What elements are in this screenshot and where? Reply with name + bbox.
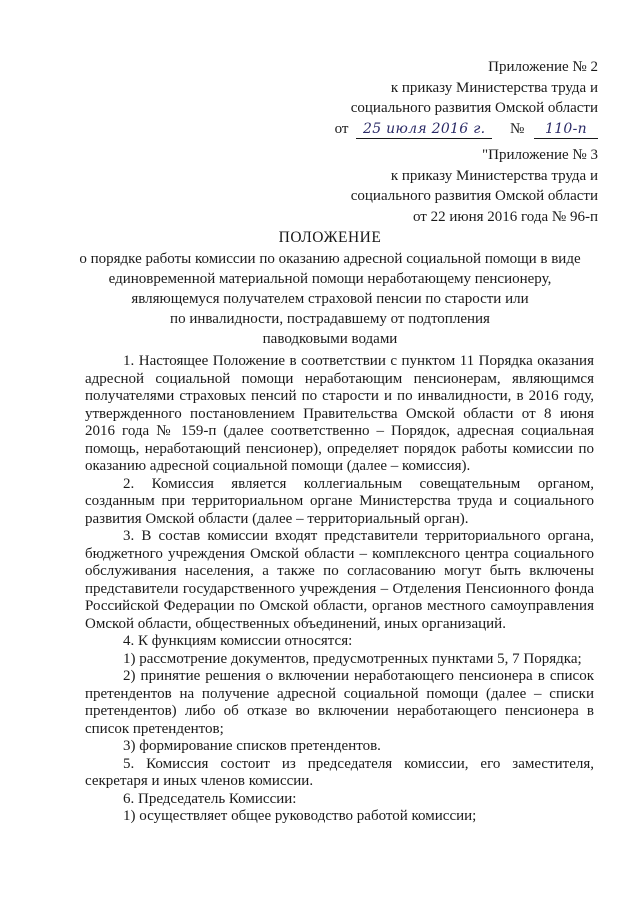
appendix-2-ministry-line: социального развития Омской области xyxy=(350,100,598,116)
paragraph-5: 5. Комиссия состоит из председателя комиссии, его заместителя, секретаря и иных членов комиссии. xyxy=(85,755,594,789)
handwritten-order-number: 110-п xyxy=(534,120,598,139)
appendix-3-header xyxy=(351,145,598,227)
document-heading: ПОЛОЖЕНИЕ xyxy=(278,229,382,246)
paragraph-4-item-3: 3) формирование списков претендентов. xyxy=(123,738,381,754)
number-prefix: № xyxy=(509,120,525,137)
title-line: являющемуся получателем страховой пенсии по старости или xyxy=(131,291,529,307)
title-line: о порядке работы комиссии по оказанию адресной социальной помощи в виде xyxy=(79,251,581,267)
appendix-3-date-line: от 22 июня 2016 года № 96-п xyxy=(413,208,598,225)
appendix-2-order-line: к приказу Министерства труда и xyxy=(390,79,598,96)
paragraph-4-item-2: 2) принятие решения о включении неработающего пенсионера в список претендентов на получение адресной социальной помощи (далее – списки претендентов) либо об отказе во включении неработающего пенсионера в список претендентов; xyxy=(85,668,594,737)
appendix-2-header xyxy=(335,57,598,139)
title-line: по инвалидности, пострадавшему от подтопления xyxy=(170,311,490,327)
paragraph-4-item-1: 1) рассмотрение документов, предусмотренных пунктами 5, 7 Порядка; xyxy=(123,650,582,667)
document-body xyxy=(85,353,594,826)
paragraph-4: 4. К функциям комиссии относятся: xyxy=(123,633,353,649)
date-prefix: от xyxy=(334,120,349,137)
paragraph-6: 6. Председатель Комиссии: xyxy=(123,790,297,807)
appendix-3-title: "Приложение № 3 xyxy=(482,147,598,163)
appendix-2-date-number-line xyxy=(335,119,598,140)
paragraph-3: 3. В состав комиссии входят представители территориального органа, бюджетного учреждения Омской области – комплексного центра социального обслуживания населения, а также по согласованию могут быть включены представители государственного учреждения – Отделения Пенсионного фонда Российской Федерации по Омской области, органов местного самоуправления Омской области, общественных объединений, иных организаций. xyxy=(85,528,594,632)
paragraph-6-item-1: 1) осуществляет общее руководство работой комиссии; xyxy=(123,808,477,824)
paragraph-1: 1. Настоящее Положение в соответствии с пунктом 11 Порядка оказания адресной социальной помощи неработающим пенсионерам, являющимся получателями страховых пенсий по старости и по инвалидности, в 2016 году, утвержденного постановлением Правительства Омской области от 8 июня 2016 года № 159-п (далее соответственно – Порядок, адресная социальная помощь, неработающий пенсионер), определяет порядок работы комиссии по оказанию адресной социальной помощи (далее – комиссия). xyxy=(85,353,594,474)
title-line: паводковыми водами xyxy=(262,331,398,347)
document-title-block xyxy=(60,228,600,349)
handwritten-date: 25 июля 2016 г. xyxy=(356,120,492,139)
appendix-3-order-line: к приказу Министерства труда и xyxy=(390,167,598,184)
title-line: единовременной материальной помощи неработающему пенсионеру, xyxy=(108,271,552,287)
appendix-2-title: Приложение № 2 xyxy=(488,59,598,75)
appendix-3-ministry-line: социального развития Омской области xyxy=(350,188,598,204)
paragraph-2: 2. Комиссия является коллегиальным совещательным органом, созданным при территориальном органе Министерства труда и социального развития Омской области (далее – территориальный орган). xyxy=(85,475,594,527)
